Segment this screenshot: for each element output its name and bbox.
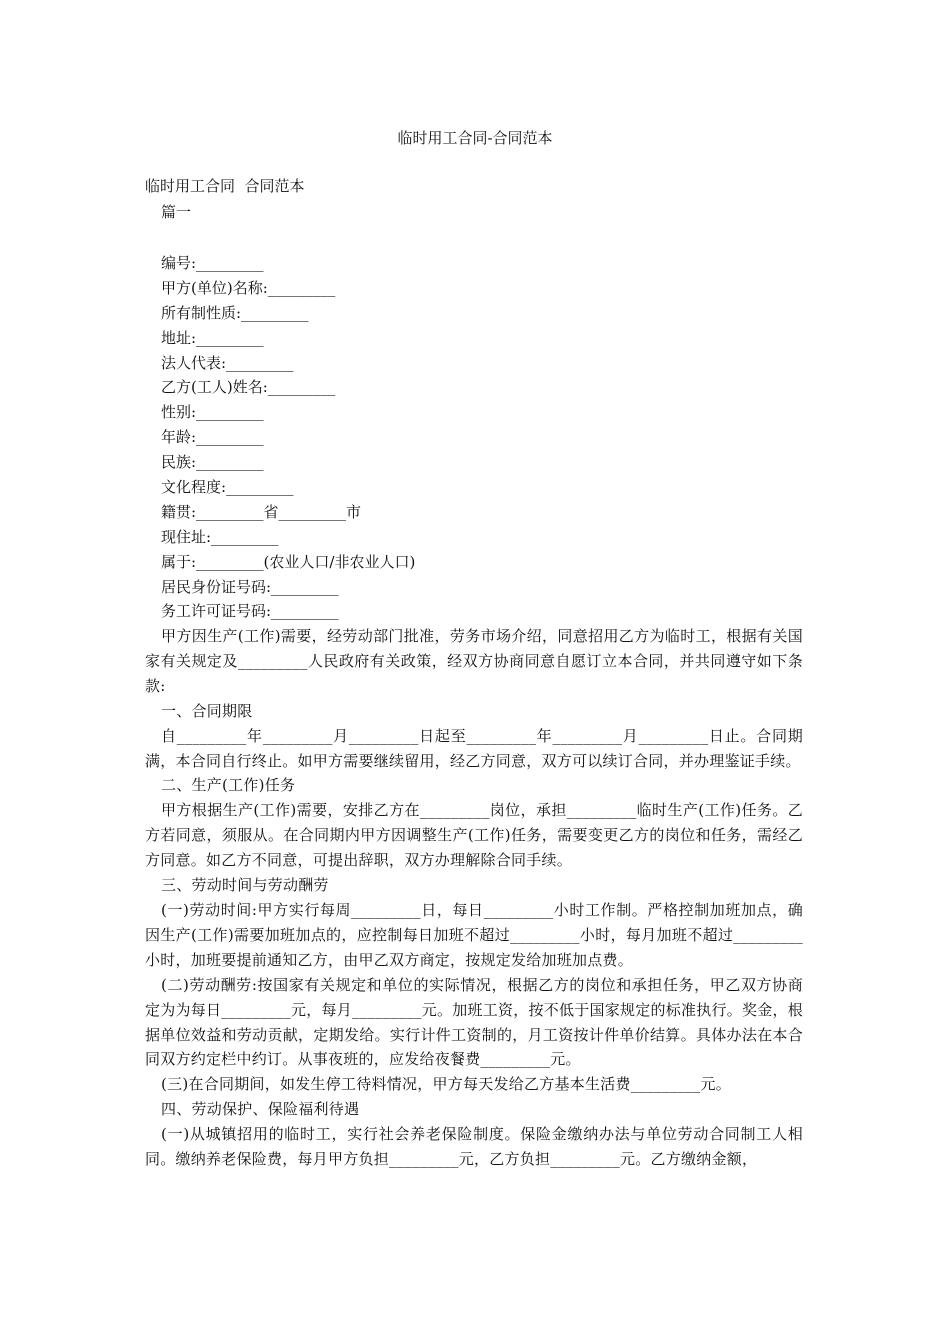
clause-pay-text: (二)劳动酬劳:按国家有关规定和单位的实际情况，根据乙方的岗位和承担任务，甲乙双方协商定为为每日_________元，每月_________元。加班工资，按不低于国家规定的标准执行。奖金，根据单位效益和劳动贡献，定期发给。实行计件工资制的，月工资按计件单价结算。具体办法在本合同双方约定栏中约订。从事夜班的，应发给夜餐费_________元。 bbox=[145, 975, 804, 1069]
field-legal-rep: 法人代表:_________ bbox=[161, 353, 294, 372]
clause-heading-term: 一、合同期限 bbox=[161, 701, 253, 720]
field-party-a-name: 甲方(单位)名称:_________ bbox=[161, 278, 336, 297]
field-ethnicity: 民族:_________ bbox=[161, 453, 264, 472]
field-gender: 性别:_________ bbox=[161, 403, 264, 422]
clause-heading-tasks: 二、生产(工作)任务 bbox=[161, 776, 296, 795]
section-label: 篇一 bbox=[161, 203, 192, 221]
field-education: 文化程度:_________ bbox=[161, 478, 294, 497]
clause-heading-hours-pay: 三、劳动时间与劳动酬劳 bbox=[161, 876, 329, 895]
contract-body bbox=[145, 624, 803, 1172]
contract-fields bbox=[161, 252, 415, 625]
clause-tasks-text: 甲方根据生产(工作)需要，安排乙方在_________岗位，承担_________临时生产(工作)任务。乙方若同意，须服从。在合同期内甲方因调整生产(工作)任务，需要变更乙方的岗位和任务，需经乙方同意。如乙方不同意，可提出辞职，双方办理解除合同手续。 bbox=[145, 801, 803, 870]
field-work-permit: 务工许可证号码:_________ bbox=[161, 602, 339, 621]
field-age: 年龄:_________ bbox=[161, 428, 264, 447]
field-current-address: 现住址:_________ bbox=[161, 527, 279, 546]
clause-hours-text: (一)劳动时间:甲方实行每周_________日，每日_________小时工作制。严格控制加班加点，确因生产(工作)需要加班加点的，应控制每日加班不超过_________小时，每月加班不超过_________小时，加班要提前通知乙方，由甲乙双方商定，按规定发给加班加点费。 bbox=[145, 900, 803, 969]
field-party-b-name: 乙方(工人)姓名:_________ bbox=[161, 378, 336, 397]
clause-stoppage-text: (三)在合同期间，如发生停工待料情况，甲方每天发给乙方基本生活费_________元。 bbox=[161, 1075, 731, 1094]
document-title: 临时用工合同-合同范本 bbox=[397, 129, 553, 147]
field-address: 地址:_________ bbox=[161, 328, 264, 347]
clause-term-text: 自_________年_________月_________日起至_________年_________月_________日止。合同期满，本合同自行终止。如甲方需要继续留用，经乙方同意，双方可以续订合同，并办理鉴证手续。 bbox=[145, 726, 803, 770]
clause-heading-protection: 四、劳动保护、保险福利待遇 bbox=[161, 1100, 360, 1119]
field-id-number: 居民身份证号码:_________ bbox=[161, 577, 339, 596]
document-subtitle: 临时用工合同 合同范本 bbox=[145, 177, 305, 195]
field-ownership: 所有制性质:_________ bbox=[161, 303, 309, 322]
field-native-place: 籍贯:_________省_________市 bbox=[161, 502, 362, 521]
field-number: 编号:_________ bbox=[161, 254, 264, 272]
intro-paragraph: 甲方因生产(工作)需要，经劳动部门批准，劳务市场介绍，同意招用乙方为临时工，根据有关国家有关规定及_________人民政府有关政策，经双方协商同意自愿订立本合同，并共同遵守如下条款: bbox=[145, 627, 803, 695]
field-household-type: 属于:_________(农业人口/非农业人口) bbox=[161, 552, 416, 571]
clause-insurance-text: (一)从城镇招用的临时工，实行社会养老保险制度。保险金缴纳办法与单位劳动合同制工人相同。缴纳养老保险费，每月甲方负担_________元，乙方负担_________元。乙方缴纳金额， bbox=[145, 1125, 803, 1169]
